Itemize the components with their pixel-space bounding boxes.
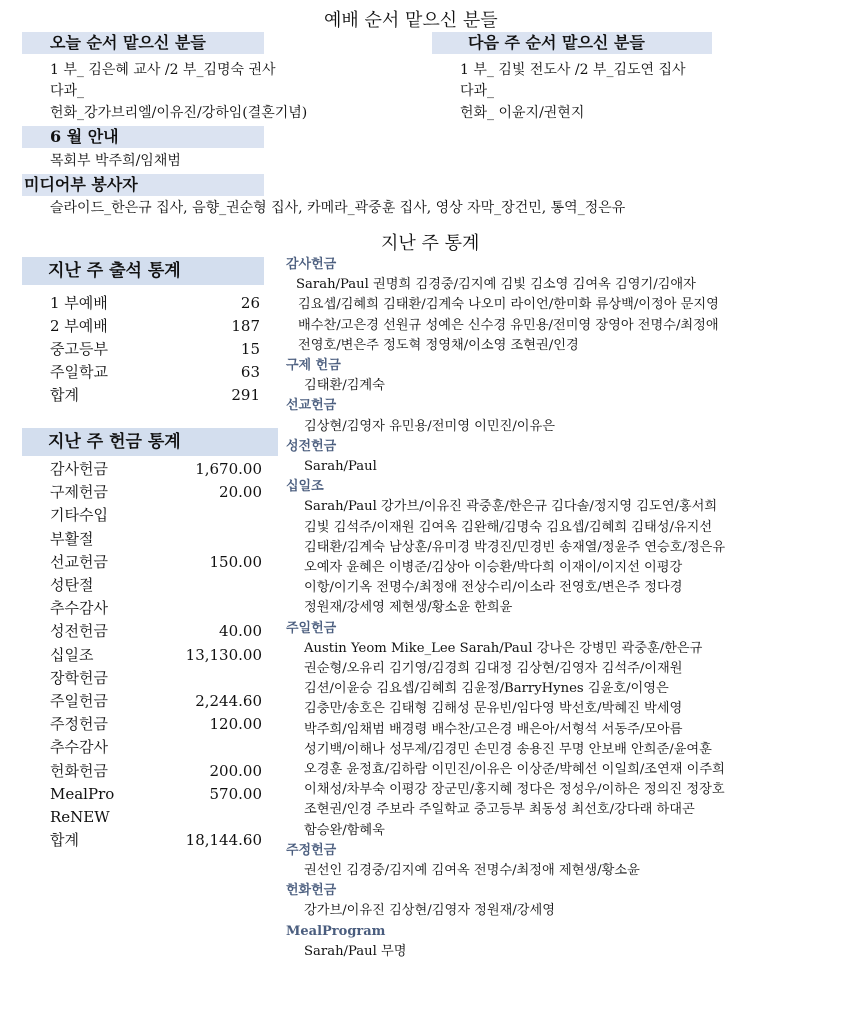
offering-label: 추수감사 [50,738,108,757]
donor-section-heading: 주일헌금 [286,620,337,636]
donor-line: 김요셉/김혜희 김태환/김계숙 나오미 라이언/한미화 류상백/이정아 문지영 [298,297,719,313]
attendance-label: 중고등부 [50,340,108,358]
this-week-line: 다과_ [50,83,85,99]
offering-label: 부활절 [50,529,94,548]
offering-value: 200.00 [209,761,262,780]
offering-label: 주일헌금 [50,692,108,710]
donor-line: 강가브/이유진 김상현/김영자 정원재/강세영 [304,903,556,919]
donor-line: Sarah/Paul 강가브/이유진 곽중훈/한은규 김다솔/정지영 김도연/홍서희 [304,499,718,515]
offering-label: 선교헌금 [50,552,108,571]
offering-value: 570.00 [209,784,262,803]
attendance-label: 1 부예배 [50,294,108,312]
this-week-line: 1 부_ 김은혜 교사 /2 부_김명숙 권사 [50,62,276,78]
offering-label: 추수감사 [50,599,108,618]
offering-label: 장학헌금 [50,668,108,687]
donor-section-heading: 감사헌금 [286,257,337,272]
offering-value: 120.00 [209,715,262,734]
next-week-header [432,32,712,54]
june-text: 목회부 박주희/임채범 [50,153,181,169]
donor-section-heading: MealProgram [286,923,386,939]
attendance-value: 187 [231,317,260,335]
donor-line: 권순형/오유리 김기영/김경희 김대정 김상현/김영자 김석주/이재원 [304,661,683,676]
media-header [22,174,264,196]
donor-line: Austin Yeom Mike_Lee Sarah/Paul 강나은 강병민 곽중훈/한은규 [304,640,703,656]
attendance-label: 합계 [50,386,79,404]
offering-value: 13,130.00 [185,645,262,664]
june-header-text: 6 월 안내 [50,127,119,146]
donor-section-heading: 헌화헌금 [286,883,337,899]
offering-value: 150.00 [209,552,262,571]
donor-line: Sarah/Paul 무명 [304,943,407,959]
donor-line: 이항/이기옥 전명수/최정애 전상수리/이소라 전영호/변은주 정다경 [304,580,683,596]
donor-line: 조현권/인경 주보라 주일학교 중고등부 최동성 최선호/강다래 하대곤 [304,802,695,818]
donor-line: 김상현/김영자 유민용/전미영 이민진/이유은 [304,418,556,434]
offering-label: 성전헌금 [50,622,108,641]
attendance-header [22,257,264,285]
donor-line: 김션/이윤승 김요셉/김혜희 김윤정/BarryHynes 김윤호/이영은 [304,681,669,697]
donor-section-heading: 선교헌금 [286,398,337,414]
page-title: 예배 순서 맡으신 분들 [324,10,498,31]
offering-value: 40.00 [219,622,262,641]
offering-header [22,428,278,456]
offering-label: 구제헌금 [50,483,108,502]
attendance-header-text: 지난 주 출석 통계 [48,261,181,281]
june-header [22,126,264,148]
attendance-value: 291 [231,386,260,404]
media-header-text: 미디어부 봉사자 [24,175,138,194]
donor-line: 이채성/차부숙 이평강 장군민/홍지혜 정다은 정성우/이하은 정의진 정장호 [304,782,725,798]
donor-line: 오경훈 윤정효/김하람 이민진/이유은 이상준/박혜선 이일희/조연재 이주희 [304,762,725,777]
donor-line: 김태환/김계숙 남상훈/유미경 박경진/민경빈 송재열/정윤주 연승호/정은유 [304,539,726,555]
donor-line: 전영호/변은주 정도혁 정영채/이소영 조현권/인경 [298,337,579,353]
last-week-title: 지난 주 통계 [381,233,480,254]
this-week-header [22,32,264,54]
offering-value: 2,244.60 [195,692,262,710]
attendance-label: 주일학교 [50,363,108,381]
offering-label: ReNEW [50,808,110,826]
next-week-line: 1 부_ 김빛 전도사 /2 부_김도연 집사 [460,62,686,78]
attendance-value: 63 [240,363,260,381]
donor-line: 김빛 김석주/이재원 김여옥 김완해/김명숙 김요셉/김혜희 김태성/유지선 [304,519,713,535]
donor-line: 오예자 윤혜은 이병준/김상아 이승환/박다희 이재이/이지선 이평강 [304,560,683,575]
attendance-label: 2 부예배 [50,317,108,335]
donor-line: 박주희/임채범 배경령 배수찬/고은경 배은아/서형석 서동주/모아름 [304,721,683,737]
attendance-value: 26 [240,294,260,312]
donor-line: 배수찬/고은경 선원규 성예은 신수경 유민용/전미영 장영아 전명수/최정애 [298,317,719,333]
donor-line: 성기백/이해나 성무제/김경민 손민경 송용진 무명 안보배 안희준/윤여훈 [304,741,712,757]
offering-label: 헌화헌금 [50,761,108,780]
donor-section-heading: 구제 헌금 [286,358,341,373]
next-week-header-text: 다음 주 순서 맡으신 분들 [468,33,645,52]
offering-label: 주정헌금 [50,715,108,734]
donor-line: 김태환/김계숙 [304,378,385,394]
this-week-header-text: 오늘 순서 맡으신 분들 [50,33,206,52]
offering-value: 1,670.00 [195,460,262,478]
next-week-line: 다과_ [460,83,495,99]
offering-label: 합계 [50,831,79,850]
offering-label: 기타수입 [50,506,108,525]
attendance-value: 15 [240,340,260,358]
donor-line: Sarah/Paul 권명희 김경중/김지예 김빛 김소영 김여옥 김영기/김애자 [296,277,696,293]
donor-section-heading: 십일조 [286,479,324,495]
donor-line: 김충만/송호은 김태형 김해성 문유빈/임다영 박선호/박혜진 박세영 [304,701,683,717]
donor-line: 정원재/강세영 제현생/황소윤 한희윤 [304,600,513,616]
donor-section-heading: 주정헌금 [286,842,337,858]
offering-value: 20.00 [219,483,262,502]
offering-value: 18,144.60 [185,831,262,850]
next-week-line: 헌화_ 이윤지/권현지 [460,105,585,121]
media-text: 슬라이드_한은규 집사, 음향_권순형 집사, 카메라_곽중훈 집사, 영상 자막_장건민, 통역_정은유 [50,200,626,216]
offering-header-text: 지난 주 헌금 통계 [48,432,181,452]
donor-line: Sarah/Paul [304,459,377,474]
offering-label: 감사헌금 [50,460,108,478]
donor-line: 함승완/함혜욱 [304,822,385,838]
offering-label: 성탄절 [50,576,94,594]
donor-line: 권선인 김경중/김지예 김여옥 전명수/최정애 제현생/황소윤 [304,863,640,878]
offering-label: MealPro [50,784,115,803]
offering-label: 십일조 [50,645,94,664]
this-week-line: 헌화_강가브리엘/이유진/강하임(결혼기념) [50,105,308,121]
donor-section-heading: 성전헌금 [286,438,337,454]
